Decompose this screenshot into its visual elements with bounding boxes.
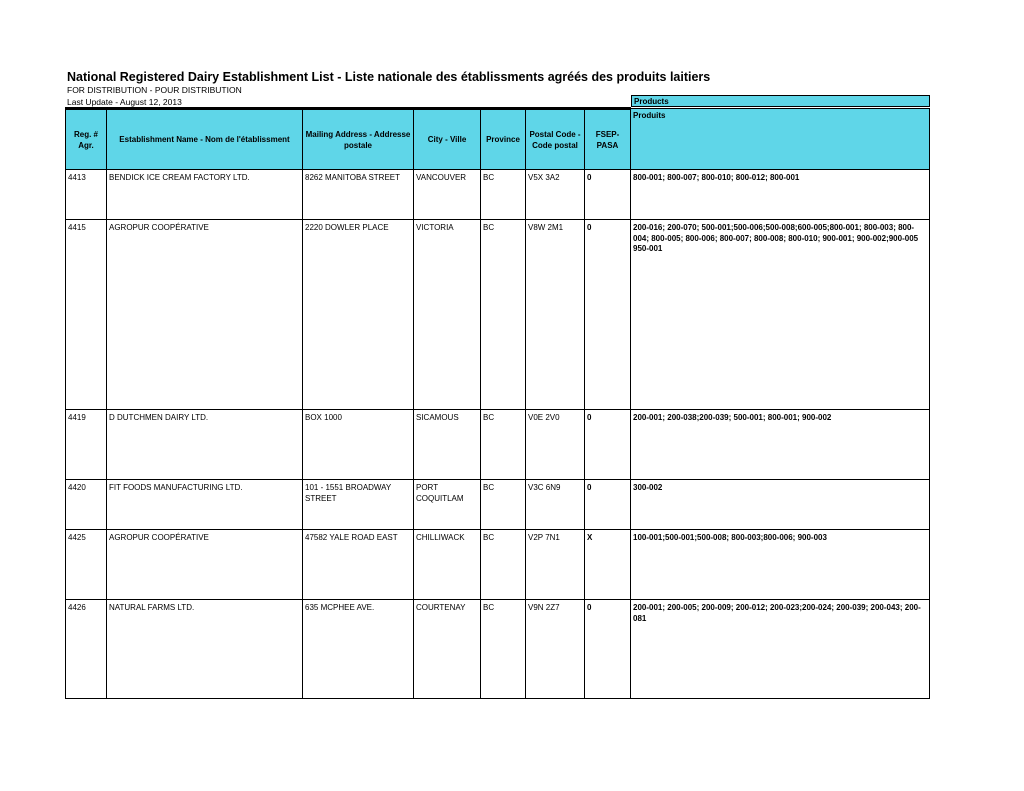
cell-postal: V9N 2Z7 (526, 600, 585, 699)
page-title: National Registered Dairy Establishment List - Liste nationale des établissments agréés des produits laitiers (67, 70, 711, 84)
cell-reg: 4420 (66, 480, 107, 530)
cell-address: BOX 1000 (303, 410, 414, 480)
cell-province: BC (481, 170, 526, 220)
cell-reg: 4415 (66, 220, 107, 410)
cell-address: 47582 YALE ROAD EAST (303, 530, 414, 600)
cell-fsep: 0 (585, 170, 631, 220)
cell-city: PORT COQUITLAM (414, 480, 481, 530)
cell-postal: V2P 7N1 (526, 530, 585, 600)
cell-province: BC (481, 530, 526, 600)
last-update: Last Update - August 12, 2013 (67, 97, 182, 107)
header-products: Produits (631, 109, 930, 170)
cell-address: 8262 MANITOBA STREET (303, 170, 414, 220)
cell-city: SICAMOUS (414, 410, 481, 480)
header-city: City - Ville (414, 109, 481, 170)
header-postal: Postal Code - Code postal (526, 109, 585, 170)
cell-city: CHILLIWACK (414, 530, 481, 600)
cell-fsep: X (585, 530, 631, 600)
cell-reg: 4413 (66, 170, 107, 220)
cell-products: 300-002 (631, 480, 930, 530)
products-header-en: Products (631, 95, 930, 107)
cell-reg: 4426 (66, 600, 107, 699)
table-row (66, 480, 930, 530)
cell-city: COURTENAY (414, 600, 481, 699)
header-province: Province (481, 109, 526, 170)
header-reg: Reg. # Agr. (66, 109, 107, 170)
cell-address: 2220 DOWLER PLACE (303, 220, 414, 410)
cell-name: AGROPUR COOPÉRATIVE (107, 220, 303, 410)
cell-address: 101 - 1551 BROADWAY STREET (303, 480, 414, 530)
cell-name: BENDICK ICE CREAM FACTORY LTD. (107, 170, 303, 220)
cell-postal: V0E 2V0 (526, 410, 585, 480)
cell-province: BC (481, 600, 526, 699)
cell-name: AGROPUR COOPÉRATIVE (107, 530, 303, 600)
cell-city: VICTORIA (414, 220, 481, 410)
cell-address: 635 MCPHEE AVE. (303, 600, 414, 699)
header-address: Mailing Address - Addresse postale (303, 109, 414, 170)
cell-name: D DUTCHMEN DAIRY LTD. (107, 410, 303, 480)
header-fsep: FSEP- PASA (585, 109, 631, 170)
establishment-table (65, 107, 930, 699)
table-row (66, 600, 930, 699)
cell-postal: V3C 6N9 (526, 480, 585, 530)
table-row (66, 220, 930, 410)
cell-products: 800-001; 800-007; 800-010; 800-012; 800-001 (631, 170, 930, 220)
header-name: Establishment Name - Nom de l'établissment (107, 109, 303, 170)
table-row (66, 410, 930, 480)
cell-name: FIT FOODS MANUFACTURING LTD. (107, 480, 303, 530)
cell-postal: V8W 2M1 (526, 220, 585, 410)
cell-city: VANCOUVER (414, 170, 481, 220)
cell-reg: 4425 (66, 530, 107, 600)
table-row (66, 530, 930, 600)
cell-fsep: 0 (585, 410, 631, 480)
cell-province: BC (481, 220, 526, 410)
cell-products: 100-001;500-001;500-008; 800-003;800-006; 900-003 (631, 530, 930, 600)
cell-reg: 4419 (66, 410, 107, 480)
cell-products: 200-001; 200-038;200-039; 500-001; 800-001; 900-002 (631, 410, 930, 480)
distribution-note: FOR DISTRIBUTION - POUR DISTRIBUTION (67, 85, 242, 95)
table-row (66, 170, 930, 220)
header-row (66, 109, 930, 170)
cell-products: 200-001; 200-005; 200-009; 200-012; 200-023;200-024; 200-039; 200-043; 200-081 (631, 600, 930, 699)
cell-name: NATURAL FARMS LTD. (107, 600, 303, 699)
cell-fsep: 0 (585, 480, 631, 530)
cell-province: BC (481, 410, 526, 480)
cell-fsep: 0 (585, 600, 631, 699)
cell-fsep: 0 (585, 220, 631, 410)
cell-province: BC (481, 480, 526, 530)
cell-products: 200-016; 200-070; 500-001;500-006;500-008;600-005;800-001; 800-003; 800-004; 800-005; 800-006; 800-007; 800-008; 800-010; 900-001; 900-002;900-005 950-001 (631, 220, 930, 410)
cell-postal: V5X 3A2 (526, 170, 585, 220)
